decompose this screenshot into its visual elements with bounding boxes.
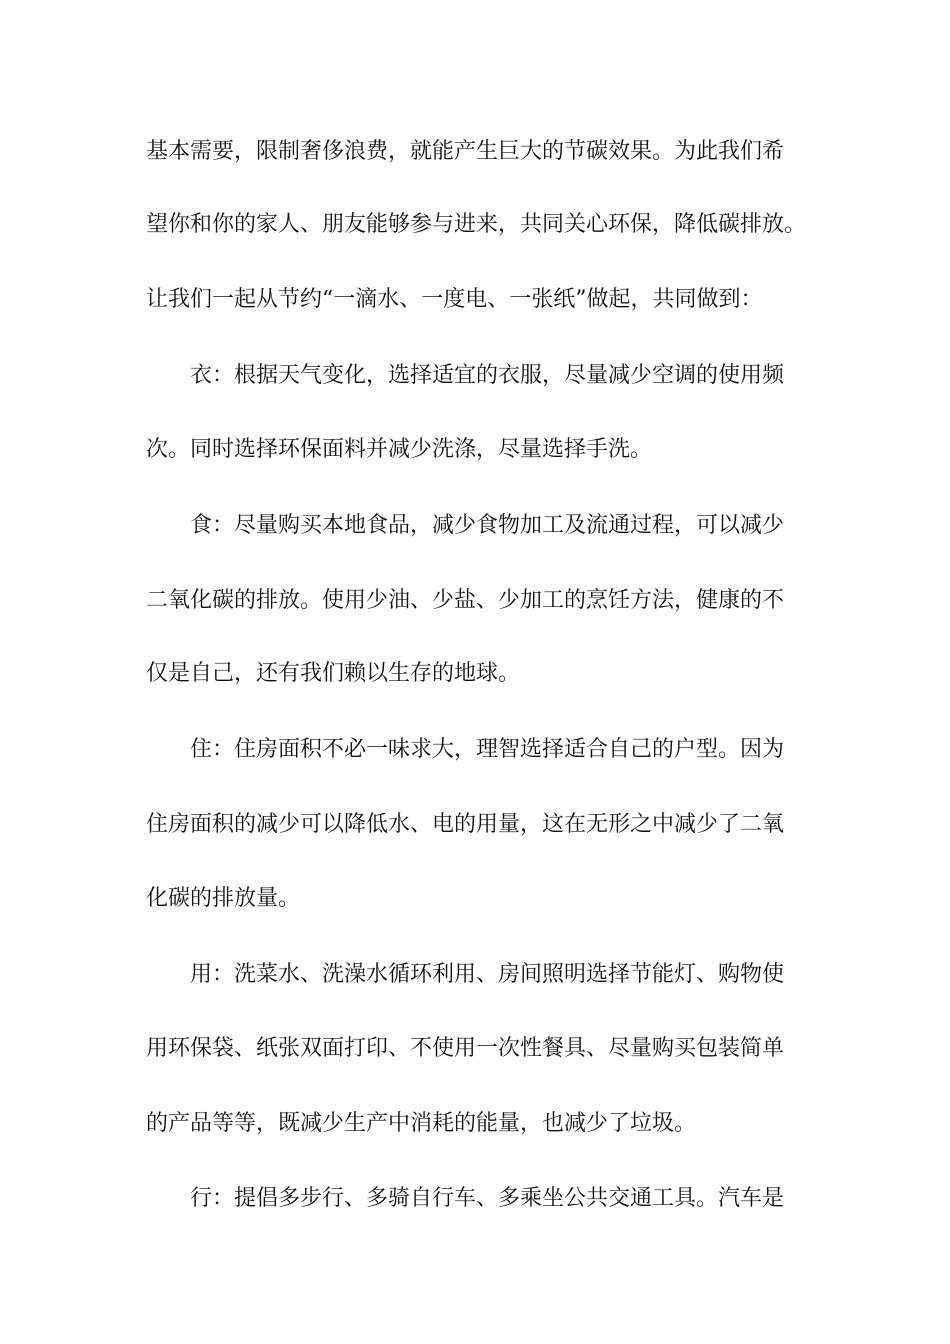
- text-line: 让我们一起从节约“一滴水、一度电、一张纸”做起，共同做到：: [146, 287, 763, 312]
- text-line: 用环保袋、纸张双面打印、不使用一次性餐具、尽量购买包装简单: [146, 1036, 785, 1061]
- text-line: 基本需要，限制奢侈浪费，就能产生巨大的节碳效果。为此我们希: [146, 139, 785, 164]
- text-line: 次。同时选择环保面料并减少洗涤，尽量选择手洗。: [146, 437, 653, 462]
- text-line: 望你和你的家人、朋友能够参与进来，共同关心环保，降低碳排放。: [146, 212, 807, 237]
- paragraph-start-line: 用：洗菜水、洗澡水循环利用、房间照明选择节能灯、购物使: [190, 962, 785, 987]
- text-line: 二氧化碳的排放。使用少油、少盐、少加工的烹饪方法，健康的不: [146, 588, 785, 613]
- paragraph-start-line: 住：住房面积不必一味求大，理智选择适合自己的户型。因为: [190, 737, 785, 762]
- text-line: 的产品等等，既减少生产中消耗的能量，也减少了垃圾。: [146, 1111, 697, 1136]
- text-line: 仅是自己，还有我们赖以生存的地球。: [146, 661, 521, 686]
- paragraph-start-line: 食：尽量购买本地食品，减少食物加工及流通过程，可以减少: [190, 513, 785, 538]
- paragraph-start-line: 行：提倡多步行、多骑自行车、多乘坐公共交通工具。汽车是: [190, 1186, 785, 1211]
- text-line: 住房面积的减少可以降低水、电的用量，这在无形之中减少了二氧: [146, 812, 785, 837]
- text-line: 化碳的排放量。: [146, 886, 301, 911]
- paragraph-start-line: 衣：根据天气变化，选择适宜的衣服，尽量减少空调的使用频: [190, 363, 785, 388]
